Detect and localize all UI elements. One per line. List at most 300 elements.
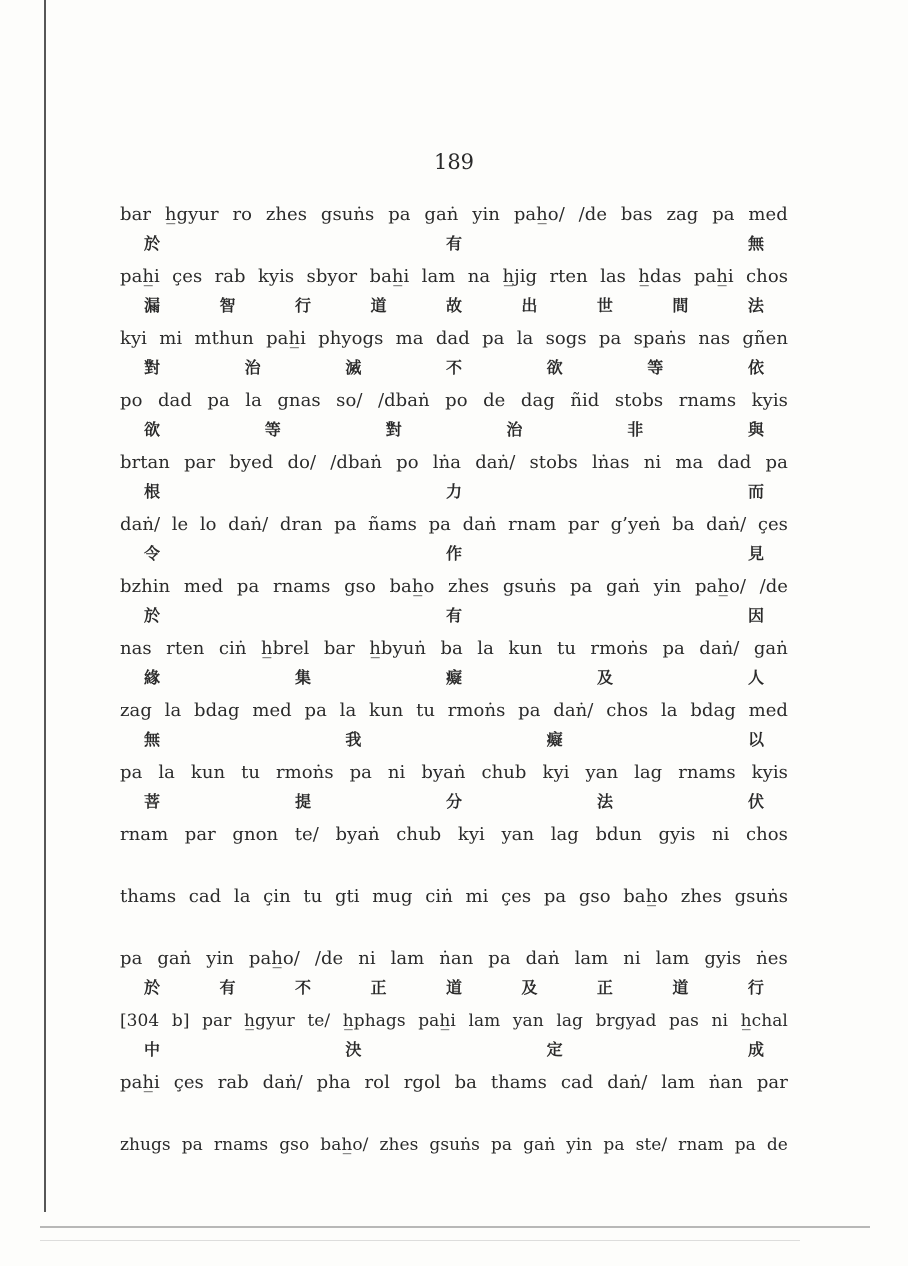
tibetan-word: pa [482, 328, 505, 349]
tibetan-word: kyi [542, 762, 570, 783]
chinese-gloss-char: 正 [370, 978, 387, 997]
tibetan-word: daṅ/ [553, 700, 594, 721]
tibetan-word: daṅ/ [262, 1072, 303, 1093]
page-bottom-shadow [40, 1240, 800, 1241]
tibetan-word: gyis [658, 824, 696, 845]
chinese-gloss-char: 欲 [546, 358, 563, 377]
tibetan-line [120, 944, 788, 974]
chinese-gloss-char: 欲 [144, 420, 161, 439]
chinese-gloss-line [120, 1036, 788, 1064]
chinese-gloss-char: 成 [747, 1040, 764, 1059]
tibetan-word: pa [181, 1135, 203, 1155]
tibetan-line [120, 262, 788, 292]
tibetan-line [120, 1130, 788, 1160]
tibetan-word: yan [512, 1011, 544, 1031]
tibetan-word: tu [416, 700, 435, 721]
tibetan-word: brtan [120, 452, 170, 473]
tibetan-word: par [567, 514, 599, 535]
tibetan-word: chos [746, 266, 788, 287]
tibetan-word: bah̲o [623, 886, 669, 907]
tibetan-word: daṅ/ [475, 452, 516, 473]
tibetan-word: daṅ/ [699, 638, 740, 659]
chinese-gloss-char: 滅 [345, 358, 362, 377]
tibetan-word: gaṅ [753, 638, 788, 659]
tibetan-word: kyis [751, 762, 788, 783]
tibetan-word: dag [520, 390, 555, 411]
chinese-gloss-line [120, 726, 788, 754]
tibetan-word: cad [188, 886, 222, 907]
tibetan-line [120, 1006, 788, 1036]
chinese-gloss-char: 非 [627, 420, 644, 439]
tibetan-word: rab [214, 266, 246, 287]
chinese-gloss-line [120, 602, 788, 630]
tibetan-line [120, 448, 788, 478]
tibetan-word: brgyad [595, 1011, 657, 1031]
tibetan-word: [304 [120, 1011, 160, 1031]
tibetan-word: mthun [194, 328, 254, 349]
tibetan-word: po [396, 452, 419, 473]
tibetan-line [120, 820, 788, 850]
chinese-gloss-char: 有 [445, 234, 462, 253]
chinese-gloss-char: 世 [596, 296, 613, 315]
tibetan-word: kyis [751, 390, 788, 411]
tibetan-word: h̲das [638, 266, 682, 287]
chinese-gloss-char: 故 [445, 296, 462, 315]
tibetan-word: /dbaṅ [330, 452, 382, 473]
chinese-gloss-char: 於 [144, 234, 161, 253]
tibetan-word: la [233, 886, 251, 907]
tibetan-word: gaṅ [605, 576, 640, 597]
tibetan-word: pa [765, 452, 788, 473]
tibetan-word: chub [481, 762, 527, 783]
tibetan-word: gaṅ [157, 948, 192, 969]
tibetan-line [120, 386, 788, 416]
chinese-gloss-char: 於 [144, 978, 161, 997]
text-row [120, 510, 788, 572]
chinese-gloss-line [120, 788, 788, 816]
tibetan-word: ni [358, 948, 376, 969]
tibetan-word: so/ [336, 390, 363, 411]
chinese-gloss-char: 對 [144, 358, 161, 377]
tibetan-word: thams [490, 1072, 547, 1093]
chinese-gloss-char: 與 [747, 420, 764, 439]
tibetan-word: rnams [213, 1135, 269, 1155]
tibetan-word: med [252, 700, 292, 721]
chinese-gloss-char: 定 [546, 1040, 563, 1059]
tibetan-word: ni [387, 762, 406, 783]
tibetan-word: stobs [614, 390, 664, 411]
chinese-gloss-char: 伏 [747, 792, 764, 811]
chinese-gloss-char: 癡 [445, 668, 462, 687]
tibetan-word: pa [334, 514, 357, 535]
chinese-gloss-char: 及 [521, 978, 538, 997]
tibetan-word: ma [395, 328, 424, 349]
chinese-gloss-char: 因 [747, 606, 764, 625]
chinese-gloss-char: 及 [596, 668, 613, 687]
chinese-gloss-char: 菩 [144, 792, 161, 811]
tibetan-word: kun [190, 762, 226, 783]
tibetan-word: te/ [307, 1011, 331, 1031]
text-row [120, 1068, 788, 1130]
tibetan-word: çes [173, 1072, 204, 1093]
tibetan-word: /de [314, 948, 344, 969]
chinese-gloss-char: 以 [747, 730, 764, 749]
tibetan-word: kun [508, 638, 543, 659]
tibetan-word: po [445, 390, 468, 411]
tibetan-word: lam [390, 948, 425, 969]
chinese-gloss-char: 有 [445, 606, 462, 625]
chinese-gloss-char: 間 [672, 296, 689, 315]
tibetan-word: bzhin [120, 576, 171, 597]
chinese-gloss-char: 智 [219, 296, 236, 315]
tibetan-word: rgol [403, 1072, 441, 1093]
chinese-gloss-char: 作 [445, 544, 462, 563]
tibetan-word: pa [388, 204, 411, 225]
tibetan-word: rnams [678, 390, 737, 411]
chinese-gloss-char: 力 [445, 482, 462, 501]
tibetan-word: pa [598, 328, 622, 349]
chinese-gloss-char: 對 [385, 420, 402, 439]
tibetan-word: stobs [529, 452, 578, 473]
page-left-edge [44, 0, 46, 1212]
tibetan-word: rab [217, 1072, 249, 1093]
tibetan-word: pah̲o/ [513, 204, 565, 225]
tibetan-word: bar [323, 638, 355, 659]
tibetan-word: tu [557, 638, 576, 659]
tibetan-word: gnas [277, 390, 321, 411]
tibetan-word: zhes [448, 576, 490, 597]
tibetan-word: ba [672, 514, 695, 535]
tibetan-word: gnon [232, 824, 279, 845]
tibetan-word: ṅan [708, 1072, 743, 1093]
chinese-gloss-char: 緣 [144, 668, 161, 687]
text-row [120, 262, 788, 324]
tibetan-word: med [183, 576, 224, 597]
tibetan-word: gso [578, 886, 611, 907]
tibetan-word: mi [159, 328, 183, 349]
tibetan-word: ṅan [439, 948, 474, 969]
chinese-gloss-char: 根 [144, 482, 161, 501]
chinese-gloss-line [120, 664, 788, 692]
tibetan-word: rol [364, 1072, 390, 1093]
tibetan-word: /de [759, 576, 788, 597]
chinese-gloss-char: 有 [219, 978, 236, 997]
tibetan-word: kyi [120, 328, 147, 349]
chinese-gloss-char: 法 [596, 792, 613, 811]
chinese-gloss-line [120, 850, 788, 878]
chinese-gloss-char: 道 [445, 978, 462, 997]
tibetan-word: pa [120, 762, 143, 783]
tibetan-line [120, 758, 788, 788]
tibetan-word: lam [661, 1072, 695, 1093]
tibetan-word: ba [440, 638, 463, 659]
tibetan-word: lṅas [592, 452, 630, 473]
tibetan-word: gso [344, 576, 376, 597]
tibetan-word: daṅ/ [228, 514, 269, 535]
tibetan-line [120, 882, 788, 912]
tibetan-word: gñen [742, 328, 788, 349]
tibetan-word: rnam [678, 1135, 724, 1155]
tibetan-word: pa [490, 1135, 513, 1155]
chinese-gloss-char: 見 [747, 544, 764, 563]
tibetan-word: gsuṅs [320, 204, 375, 225]
text-row [120, 944, 788, 1006]
text-row [120, 324, 788, 386]
chinese-gloss-line [120, 1098, 788, 1126]
tibetan-word: de [766, 1135, 788, 1155]
tibetan-word: lam [574, 948, 609, 969]
tibetan-word: na [467, 266, 491, 287]
chinese-gloss-char: 提 [294, 792, 311, 811]
tibetan-word: bdag [690, 700, 736, 721]
chinese-gloss-char: 出 [521, 296, 538, 315]
tibetan-word: bah̲o [389, 576, 435, 597]
tibetan-word: pah̲o/ [248, 948, 300, 969]
tibetan-word: pas [669, 1011, 699, 1031]
text-row [120, 200, 788, 262]
tibetan-word: rmoṅs [276, 762, 334, 783]
chinese-gloss-char: 行 [294, 296, 311, 315]
tibetan-word: lam [421, 266, 456, 287]
chinese-gloss-line [120, 292, 788, 320]
tibetan-word: daṅ [525, 948, 560, 969]
tibetan-word: dad [435, 328, 470, 349]
chinese-gloss-char: 令 [144, 544, 161, 563]
tibetan-word: pah̲i [266, 328, 306, 349]
text-row [120, 696, 788, 758]
tibetan-word: rmoṅs [590, 638, 649, 659]
tibetan-word: bar [120, 204, 152, 225]
tibetan-word: h̲brel [260, 638, 310, 659]
text-row [120, 572, 788, 634]
tibetan-word: ciṅ [218, 638, 247, 659]
text-row [120, 882, 788, 944]
tibetan-line [120, 1068, 788, 1098]
tibetan-word: ni [711, 1011, 729, 1031]
tibetan-word: do/ [287, 452, 317, 473]
tibetan-word: daṅ [462, 514, 497, 535]
chinese-gloss-char: 人 [747, 668, 764, 687]
tibetan-word: la [245, 390, 262, 411]
tibetan-line [120, 510, 788, 540]
tibetan-word: h̲gyur [244, 1011, 295, 1031]
tibetan-word: gso [279, 1135, 310, 1155]
tibetan-word: mug [372, 886, 413, 907]
tibetan-word: h̲gyur [164, 204, 219, 225]
tibetan-word: rnam [508, 514, 557, 535]
chinese-gloss-line [120, 416, 788, 444]
tibetan-word: lag [550, 824, 579, 845]
tibetan-word: gsuṅs [429, 1135, 480, 1155]
tibetan-word: pah̲i [120, 266, 160, 287]
tibetan-word: kyi [457, 824, 485, 845]
page-bottom-edge [40, 1226, 870, 1228]
chinese-gloss-char: 正 [596, 978, 613, 997]
tibetan-word: lṅa [432, 452, 462, 473]
tibetan-line [120, 200, 788, 230]
tibetan-word: byaṅ [335, 824, 380, 845]
tibetan-word: /de [578, 204, 608, 225]
tibetan-word: yin [472, 204, 500, 225]
tibetan-word: yin [566, 1135, 593, 1155]
tibetan-word: rnams [678, 762, 736, 783]
tibetan-word: la [164, 700, 182, 721]
tibetan-word: gsuṅs [734, 886, 788, 907]
tibetan-word: rnam [120, 824, 169, 845]
tibetan-word: pa [207, 390, 230, 411]
tibetan-word: ñams [368, 514, 417, 535]
tibetan-word: par [184, 824, 216, 845]
text-row [120, 448, 788, 510]
tibetan-word: la [660, 700, 678, 721]
tibetan-word: ciṅ [425, 886, 453, 907]
tibetan-word: h̲phags [342, 1011, 406, 1031]
tibetan-word: bah̲i [369, 266, 410, 287]
tibetan-word: ni [711, 824, 730, 845]
tibetan-word: thams [120, 886, 177, 907]
tibetan-word: pah̲i [120, 1072, 160, 1093]
tibetan-word: rnams [272, 576, 331, 597]
chinese-gloss-char: 行 [747, 978, 764, 997]
tibetan-word: gaṅ [424, 204, 459, 225]
chinese-gloss-line [120, 974, 788, 1002]
tibetan-word: kyis [257, 266, 295, 287]
tibetan-word: pa [304, 700, 327, 721]
chinese-gloss-char: 而 [747, 482, 764, 501]
tibetan-word: pa [712, 204, 735, 225]
tibetan-line [120, 634, 788, 664]
tibetan-word: yin [206, 948, 234, 969]
tibetan-word: g’yeṅ [610, 514, 661, 535]
tibetan-word: çin [263, 886, 291, 907]
tibetan-word: bah̲o/ [320, 1135, 369, 1155]
tibetan-word: h̲byuṅ [369, 638, 427, 659]
tibetan-line [120, 696, 788, 726]
tibetan-word: mi [465, 886, 489, 907]
chinese-gloss-char: 不 [445, 358, 462, 377]
text-row [120, 634, 788, 696]
chinese-gloss-char: 分 [445, 792, 462, 811]
tibetan-word: ba [454, 1072, 477, 1093]
tibetan-word: pah̲o/ [694, 576, 746, 597]
tibetan-word: sogs [545, 328, 587, 349]
text-row [120, 758, 788, 820]
tibetan-word: pa [518, 700, 541, 721]
chinese-gloss-char: 治 [244, 358, 261, 377]
tibetan-word: pa [543, 886, 567, 907]
tibetan-word: bas [620, 204, 653, 225]
tibetan-word: pa [734, 1135, 756, 1155]
tibetan-word: lag [556, 1011, 583, 1031]
tibetan-word: yan [585, 762, 619, 783]
tibetan-word: te/ [294, 824, 319, 845]
page-number: 189 [433, 150, 475, 174]
tibetan-word: byed [229, 452, 274, 473]
tibetan-word: gsuṅs [502, 576, 557, 597]
tibetan-word: bdun [595, 824, 642, 845]
chinese-gloss-char: 依 [747, 358, 764, 377]
tibetan-word: dran [279, 514, 323, 535]
tibetan-word: yan [501, 824, 535, 845]
tibetan-line [120, 572, 788, 602]
tibetan-word: zhes [379, 1135, 419, 1155]
tibetan-word: pha [316, 1072, 351, 1093]
tibetan-word: pa [349, 762, 372, 783]
tibetan-word: pah̲i [693, 266, 734, 287]
tibetan-word: zhes [265, 204, 308, 225]
tibetan-word: daṅ/ [607, 1072, 648, 1093]
tibetan-word: par [756, 1072, 788, 1093]
tibetan-word: ma [675, 452, 704, 473]
tibetan-word: pah̲i [418, 1011, 456, 1031]
tibetan-word: lo [199, 514, 217, 535]
tibetan-word: pa [603, 1135, 625, 1155]
tibetan-word: ñid [570, 390, 600, 411]
tibetan-word: daṅ/ [706, 514, 747, 535]
text-row [120, 386, 788, 448]
tibetan-word: rmoṅs [447, 700, 506, 721]
chinese-gloss-char: 不 [294, 978, 311, 997]
tibetan-word: zhugs [120, 1135, 171, 1155]
tibetan-word: zag [120, 700, 152, 721]
tibetan-word: po [120, 390, 143, 411]
tibetan-word: pa [120, 948, 143, 969]
chinese-gloss-line [120, 230, 788, 258]
chinese-gloss-char: 集 [294, 668, 311, 687]
tibetan-word: cad [560, 1072, 594, 1093]
chinese-gloss-line [120, 354, 788, 382]
chinese-gloss-char: 無 [747, 234, 764, 253]
tibetan-word: pa [236, 576, 260, 597]
tibetan-word: çes [501, 886, 532, 907]
tibetan-word: la [339, 700, 357, 721]
chinese-gloss-char: 治 [506, 420, 523, 439]
tibetan-word: la [516, 328, 534, 349]
tibetan-word: zag [666, 204, 699, 225]
chinese-gloss-char: 癡 [546, 730, 563, 749]
chinese-gloss-char: 道 [672, 978, 689, 997]
tibetan-word: phyogs [318, 328, 384, 349]
tibetan-word: gti [334, 886, 360, 907]
tibetan-word: spaṅs [633, 328, 687, 349]
tibetan-word: lag [634, 762, 663, 783]
chinese-gloss-char: 等 [264, 420, 281, 439]
tibetan-word: le [171, 514, 189, 535]
tibetan-word: med [748, 204, 788, 225]
chinese-gloss-line [120, 912, 788, 940]
tibetan-word: tu [303, 886, 323, 907]
chinese-gloss-line [120, 478, 788, 506]
tibetan-word: de [483, 390, 506, 411]
tibetan-word: pa [569, 576, 593, 597]
tibetan-word: pa [428, 514, 451, 535]
text-row [120, 1130, 788, 1192]
chinese-gloss-char: 等 [647, 358, 664, 377]
tibetan-word: yin [653, 576, 682, 597]
tibetan-word: h̲chal [740, 1011, 788, 1031]
tibetan-word: nas [698, 328, 731, 349]
text-row [120, 820, 788, 882]
tibetan-word: lam [468, 1011, 501, 1031]
tibetan-word: par [202, 1011, 232, 1031]
tibetan-word: çes [757, 514, 788, 535]
chinese-gloss-char: 我 [345, 730, 362, 749]
tibetan-word: chos [606, 700, 649, 721]
tibetan-word: rten [549, 266, 588, 287]
tibetan-word: /dbaṅ [377, 390, 430, 411]
tibetan-word: med [748, 700, 788, 721]
tibetan-word: lam [655, 948, 690, 969]
